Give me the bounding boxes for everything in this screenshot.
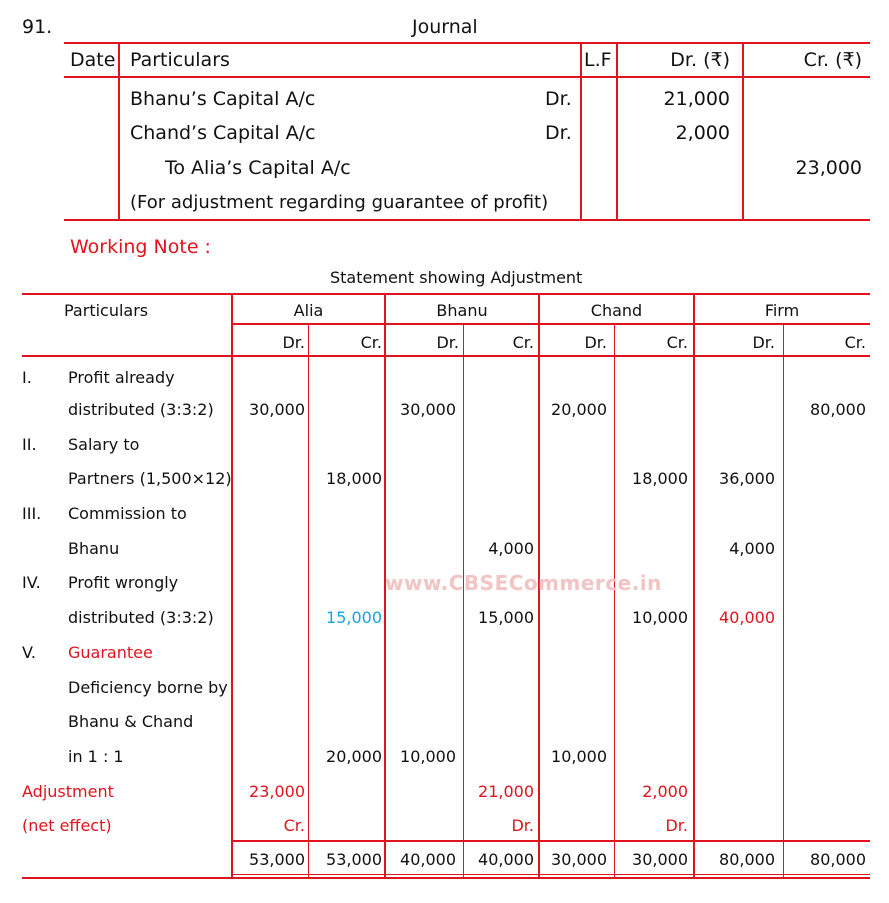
- journal-header-lf: L.F: [584, 49, 612, 71]
- total-bhanu-dr: 40,000: [400, 850, 456, 869]
- row-particulars: Profit already: [68, 368, 175, 387]
- cell-bhanu-cr: Dr.: [511, 816, 534, 835]
- total-firm-dr: 80,000: [719, 850, 775, 869]
- journal-entry-cr-amount: 23,000: [795, 157, 862, 179]
- row-number: IV.: [22, 573, 41, 592]
- journal-col-rule: [616, 42, 618, 221]
- cr-header: Cr.: [666, 333, 688, 352]
- cell-alia-cr: 15,000: [326, 608, 382, 627]
- cell-alia-dr: 23,000: [249, 782, 305, 801]
- row-number: V.: [22, 643, 36, 662]
- cell-bhanu-cr: 21,000: [478, 782, 534, 801]
- group-header-bhanu: Bhanu: [436, 301, 488, 320]
- watermark: www.CBSECommerce.in: [385, 571, 662, 595]
- cell-alia-dr: Cr.: [283, 816, 305, 835]
- dr-header: Dr.: [752, 333, 775, 352]
- row-particulars: Partners (1,500×12): [68, 469, 232, 488]
- row-particulars: Adjustment: [22, 782, 114, 801]
- row-number: I.: [22, 368, 32, 387]
- total-alia-dr: 53,000: [249, 850, 305, 869]
- cell-bhanu-cr: 15,000: [478, 608, 534, 627]
- group-header-chand: Chand: [590, 301, 643, 320]
- cell-chand-cr: 10,000: [632, 608, 688, 627]
- cr-header: Cr.: [360, 333, 382, 352]
- journal-header-date: Date: [70, 49, 116, 71]
- group-header-alia: Alia: [293, 301, 324, 320]
- row-particulars: Commission to: [68, 504, 187, 523]
- adj-total-underline: [232, 874, 870, 875]
- cell-bhanu-dr: 10,000: [400, 747, 456, 766]
- total-chand-cr: 30,000: [632, 850, 688, 869]
- journal-entry-particulars: To Alia’s Capital A/c: [165, 157, 351, 179]
- cell-bhanu-dr: 30,000: [400, 400, 456, 419]
- row-particulars: Profit wrongly: [68, 573, 179, 592]
- journal-col-rule: [118, 42, 120, 221]
- cell-firm-dr: 40,000: [719, 608, 775, 627]
- journal-bottom-rule: [64, 219, 870, 221]
- cell-alia-dr: 30,000: [249, 400, 305, 419]
- cell-alia-cr: 20,000: [326, 747, 382, 766]
- adj-top-rule: [22, 293, 870, 295]
- adj-header-particulars: Particulars: [64, 301, 149, 320]
- dr-header: Dr.: [282, 333, 305, 352]
- journal-header-rule: [64, 76, 870, 78]
- row-particulars: Bhanu & Chand: [68, 712, 194, 731]
- row-particulars: in 1 : 1: [68, 747, 124, 766]
- journal-narration: (For adjustment regarding guarantee of profit): [130, 192, 549, 213]
- journal-header-dr: Dr. (₹): [670, 49, 730, 71]
- adj-header-rule: [22, 355, 870, 357]
- cr-header: Cr.: [844, 333, 866, 352]
- cell-chand-cr: 2,000: [642, 782, 688, 801]
- adj-col-rule: [308, 323, 309, 877]
- journal-entry-dr-amount: 2,000: [675, 122, 730, 144]
- row-particulars: Salary to: [68, 435, 140, 454]
- cell-chand-cr: 18,000: [632, 469, 688, 488]
- row-number: III.: [22, 504, 42, 523]
- adj-total-rule: [232, 840, 870, 842]
- question-number: 91.: [22, 16, 53, 38]
- total-chand-dr: 30,000: [551, 850, 607, 869]
- working-note-label: Working Note :: [70, 236, 211, 258]
- total-alia-cr: 53,000: [326, 850, 382, 869]
- row-particulars: (net effect): [22, 816, 112, 835]
- journal-top-rule: [64, 42, 870, 44]
- journal-entry-dr-suffix: Dr.: [545, 88, 572, 110]
- journal-header-cr: Cr. (₹): [803, 49, 862, 71]
- journal-entry-particulars: Bhanu’s Capital A/c: [130, 88, 316, 110]
- row-particulars: Bhanu: [68, 539, 120, 558]
- journal-col-rule: [580, 42, 582, 221]
- journal-entry-dr-amount: 21,000: [663, 88, 730, 110]
- cell-chand-dr: 20,000: [551, 400, 607, 419]
- adj-bottom-rule: [22, 877, 870, 879]
- journal-entry-dr-suffix: Dr.: [545, 122, 572, 144]
- journal-title: Journal: [412, 16, 478, 38]
- cell-alia-cr: 18,000: [326, 469, 382, 488]
- journal-header-particulars: Particulars: [130, 49, 230, 71]
- cr-header: Cr.: [512, 333, 534, 352]
- cell-bhanu-cr: 4,000: [488, 539, 534, 558]
- row-particulars: distributed (3:3:2): [68, 400, 214, 419]
- journal-entry-particulars: Chand’s Capital A/c: [130, 122, 316, 144]
- group-header-firm: Firm: [764, 301, 800, 320]
- adj-group-rule: [232, 323, 870, 325]
- cell-firm-dr: 4,000: [729, 539, 775, 558]
- total-bhanu-cr: 40,000: [478, 850, 534, 869]
- dr-header: Dr.: [436, 333, 459, 352]
- cell-firm-dr: 36,000: [719, 469, 775, 488]
- cell-chand-cr: Dr.: [665, 816, 688, 835]
- cell-firm-cr: 80,000: [810, 400, 866, 419]
- statement-title: Statement showing Adjustment: [330, 268, 583, 287]
- row-particulars: Guarantee: [68, 643, 153, 662]
- row-number: II.: [22, 435, 37, 454]
- row-particulars: distributed (3:3:2): [68, 608, 214, 627]
- dr-header: Dr.: [584, 333, 607, 352]
- total-firm-cr: 80,000: [810, 850, 866, 869]
- journal-col-rule: [742, 42, 744, 221]
- cell-chand-dr: 10,000: [551, 747, 607, 766]
- row-particulars: Deficiency borne by: [68, 678, 228, 697]
- adj-col-rule: [693, 293, 695, 877]
